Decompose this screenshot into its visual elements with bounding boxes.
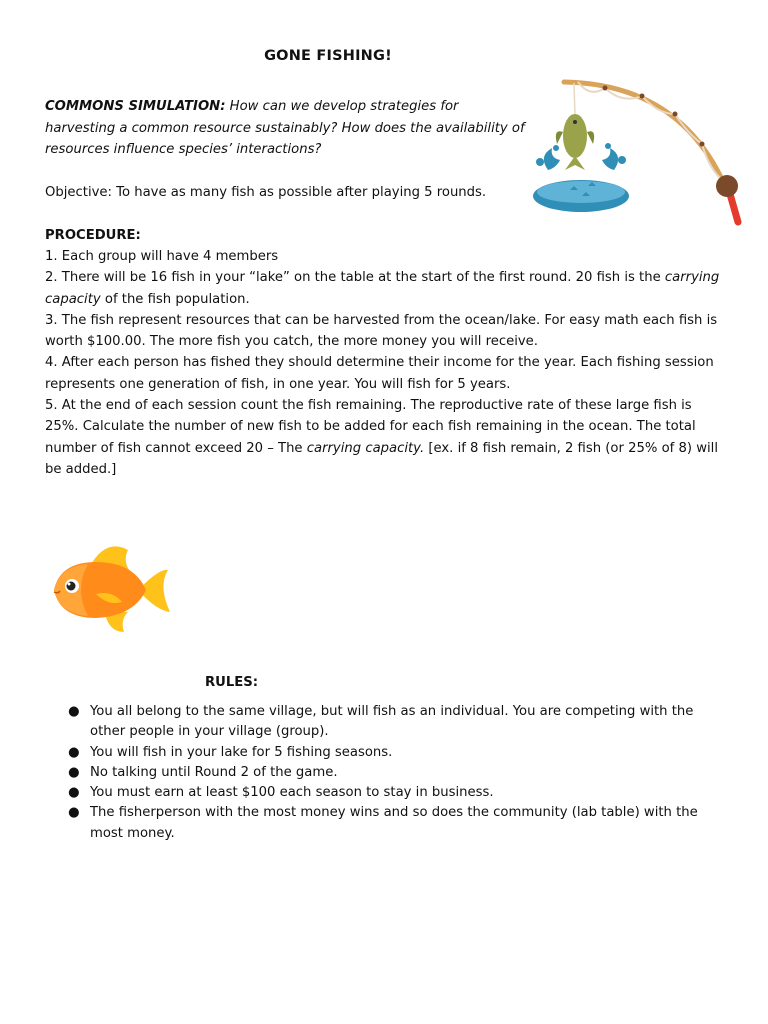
step-5-text-a: 5. At the end of each session count the fish remaining. The reproductive rate of these large fish is 25%. Calculate the number of new fish to be added for each fish remaining in the ocean. The total number of fish cannot exceed 20 – The [45,398,696,456]
intro-paragraph [45,96,525,161]
rule-text: The fisherperson with the most money wins and so does the community (lab table) with the most money. [90,805,698,841]
intro-label: COMMONS SIMULATION: [45,99,226,114]
bullet-icon: ● [68,785,80,801]
objective-text: Objective: To have as many fish as possible after playing 5 rounds. [45,185,487,200]
intro-text: How can we develop strategies for harvesting a common resource sustainably? How does the availability of resources influence species’ interactions? [45,99,525,157]
rule-item [68,763,720,783]
step-5-text-c: [ex. if 8 fish remain, 2 fish (or 25% of 8) will be added.] [45,440,718,477]
step-5-term: carrying capacity. [306,440,425,456]
rule-text: No talking until Round 2 of the game. [90,764,338,780]
rule-item [68,803,720,844]
goldfish-icon [48,540,176,636]
page-title: GONE FISHING! [264,48,392,64]
bullet-icon: ● [68,764,80,780]
rule-text: You must earn at least $100 each season to stay in business. [90,785,494,801]
bullet-icon: ● [68,744,80,760]
step-2-text-c: of the fish population. [100,291,250,307]
procedure-steps [45,246,725,480]
step-2-term: carrying capacity [45,270,720,307]
fishing-rod-icon [530,74,750,234]
rules-heading: RULES: [205,675,259,690]
rule-item [68,743,720,763]
procedure-heading: PROCEDURE: [45,228,141,243]
rule-item [68,702,720,743]
bullet-icon: ● [68,704,80,719]
rule-item [68,783,720,803]
rule-text: You all belong to the same village, but will fish as an individual. You are competing with the other people in your village (group). [90,704,694,740]
rules-list [68,702,720,844]
rule-text: You will fish in your lake for 5 fishing seasons. [90,744,393,760]
procedure-step-1: 1. Each group will have 4 members [45,249,279,264]
procedure-step-4: 4. After each person has fished they should determine their income for the year. Each fishing session represents one generation of fish, in one year. You will fish for 5 years. [45,355,714,392]
procedure-step-2 [45,267,725,310]
procedure-step-5 [45,395,725,480]
step-2-text-a: 2. There will be 16 fish in your “lake” on the table at the start of the first round. 20 fish is the [45,270,665,286]
bullet-icon: ● [68,805,80,821]
procedure-step-3: 3. The fish represent resources that can be harvested from the ocean/lake. For easy math each fish is worth $100.00. The more fish you catch, the more money you will receive. [45,312,718,350]
